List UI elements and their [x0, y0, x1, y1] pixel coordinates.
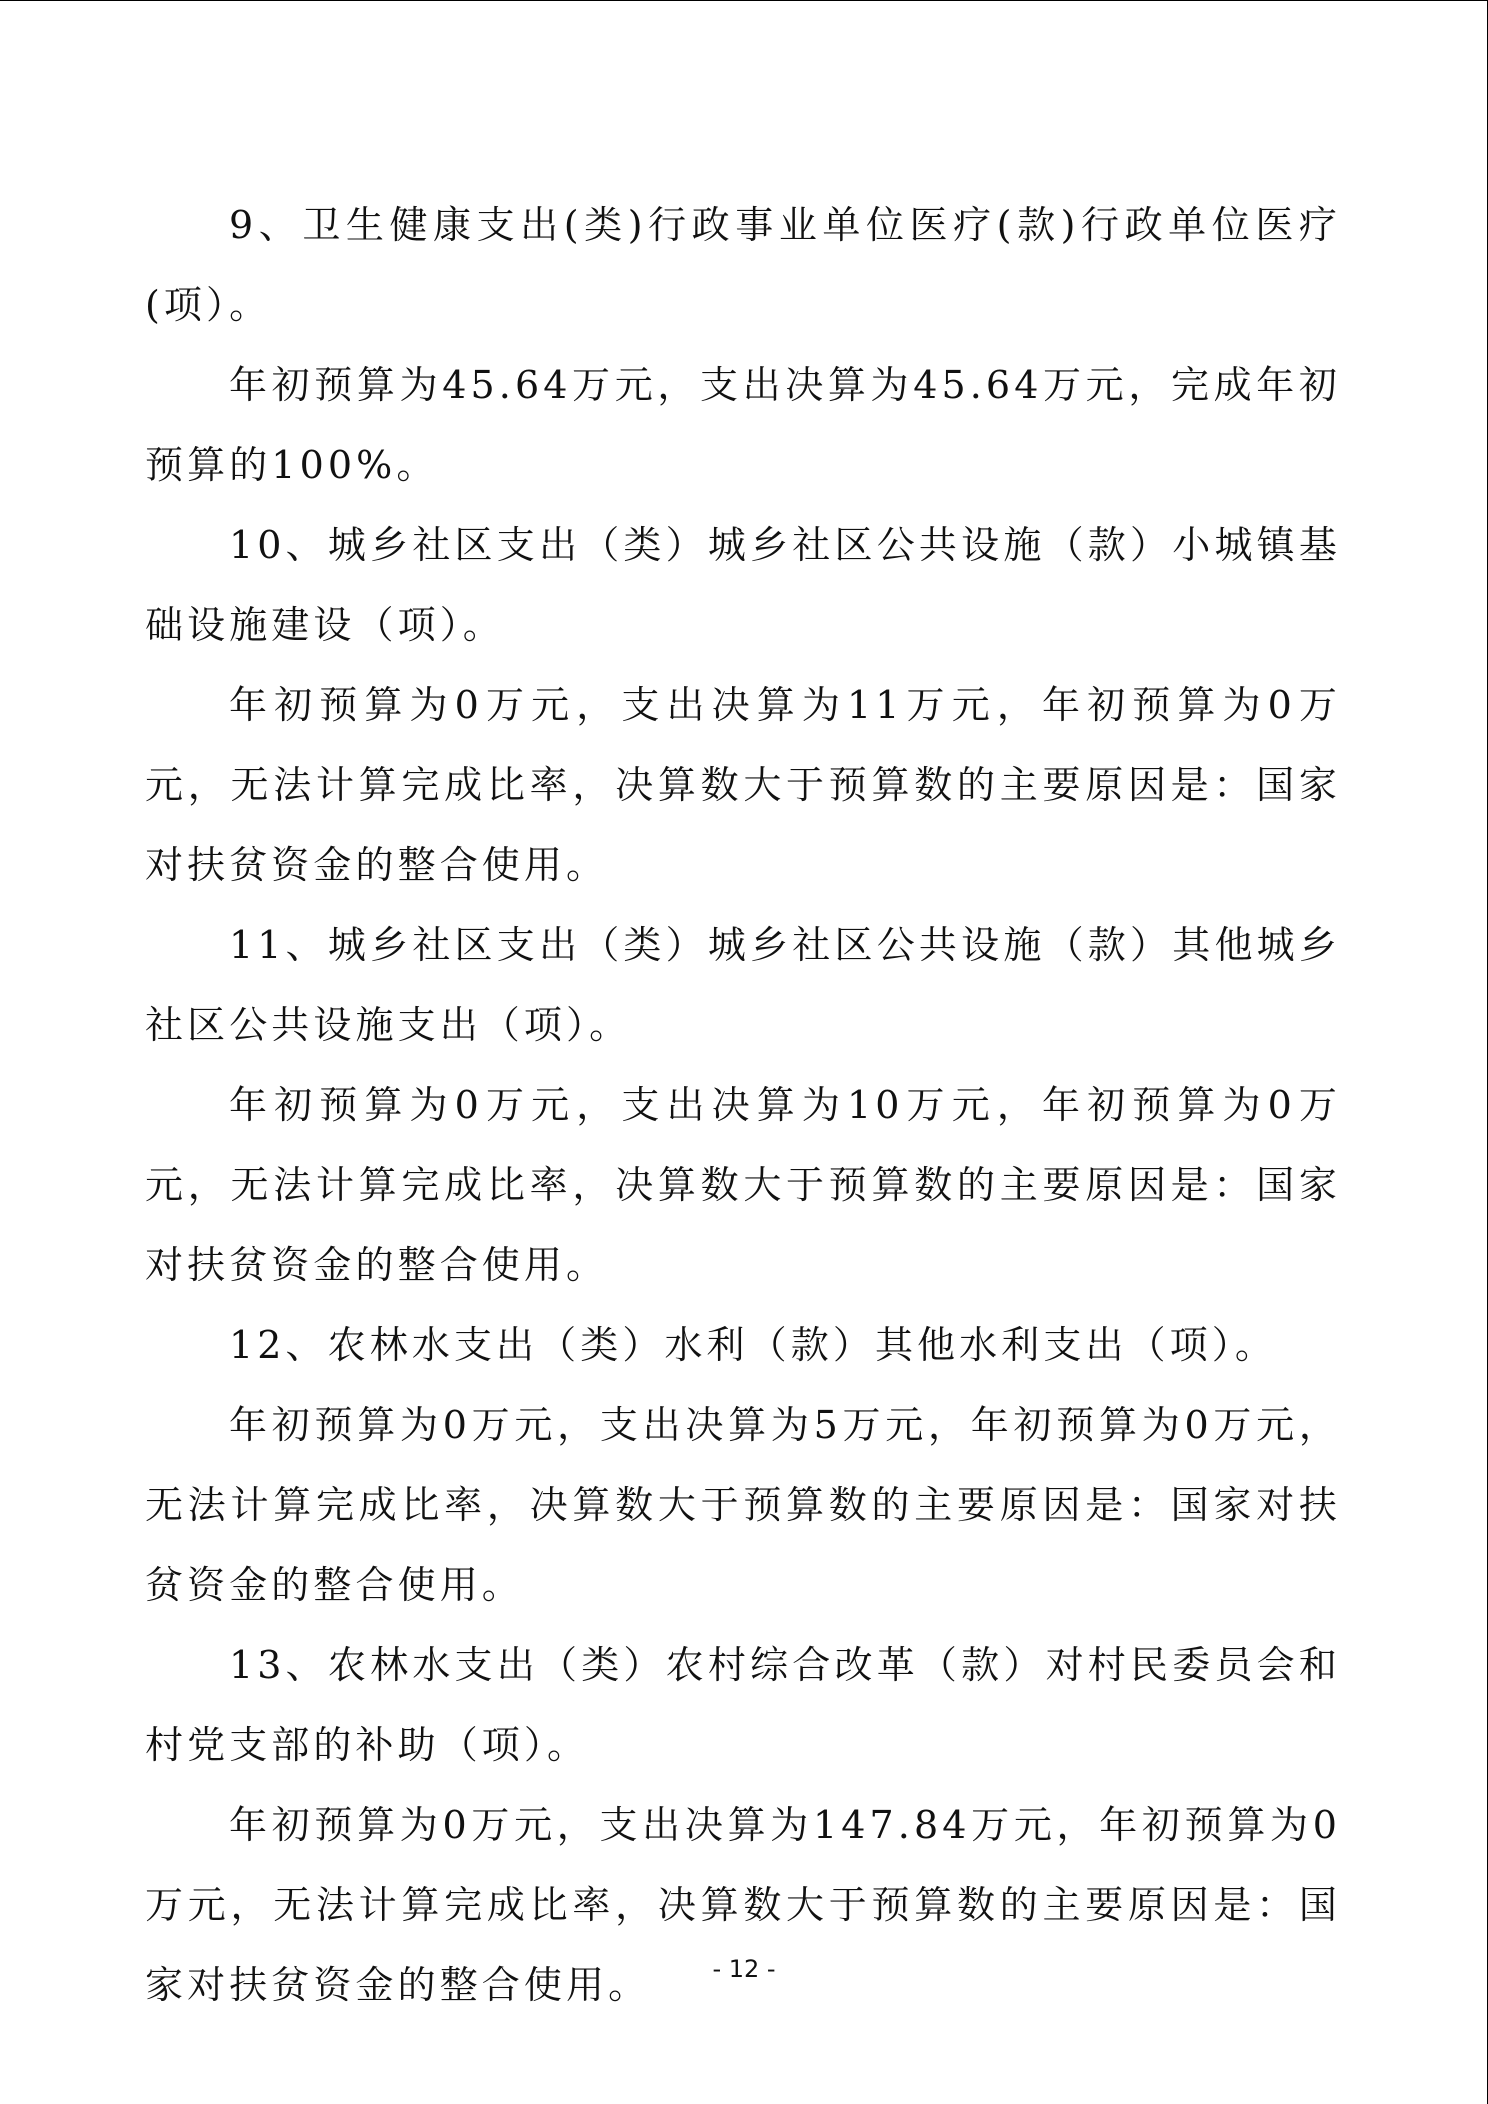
item-13-detail: 年初预算为0万元，支出决算为147.84万元，年初预算为0万元，无法计算完成比率，决算数大于预算数的主要原因是：国家对扶贫资金的整合使用。	[145, 1803, 1341, 2007]
item-10-detail: 年初预算为0万元，支出决算为11万元，年初预算为0万元，无法计算完成比率，决算数大于预算数的主要原因是：国家对扶贫资金的整合使用。	[145, 683, 1341, 887]
item-13-heading: 13、农林水支出（类）农村综合改革（款）对村民委员会和村党支部的补助（项）。	[145, 1643, 1341, 1767]
page-number: - 12 -	[712, 1955, 776, 1983]
item-9-heading: 9、卫生健康支出(类)行政事业单位医疗(款)行政单位医疗(项）。	[145, 203, 1341, 327]
item-10-heading: 10、城乡社区支出（类）城乡社区公共设施（款）小城镇基础设施建设（项）。	[145, 523, 1341, 647]
item-11-heading: 11、城乡社区支出（类）城乡社区公共设施（款）其他城乡社区公共设施支出（项）。	[145, 923, 1341, 1047]
item-12-detail: 年初预算为0万元，支出决算为5万元，年初预算为0万元，无法计算完成比率，决算数大于预算数的主要原因是：国家对扶贫资金的整合使用。	[145, 1403, 1341, 1607]
item-12-heading: 12、农林水支出（类）水利（款）其他水利支出（项）。	[229, 1323, 1277, 1367]
document-body	[145, 185, 1341, 2025]
item-9-detail: 年初预算为45.64万元，支出决算为45.64万元，完成年初预算的100%。	[145, 363, 1341, 487]
item-11-detail: 年初预算为0万元，支出决算为10万元，年初预算为0万元，无法计算完成比率，决算数大于预算数的主要原因是：国家对扶贫资金的整合使用。	[145, 1083, 1341, 1287]
